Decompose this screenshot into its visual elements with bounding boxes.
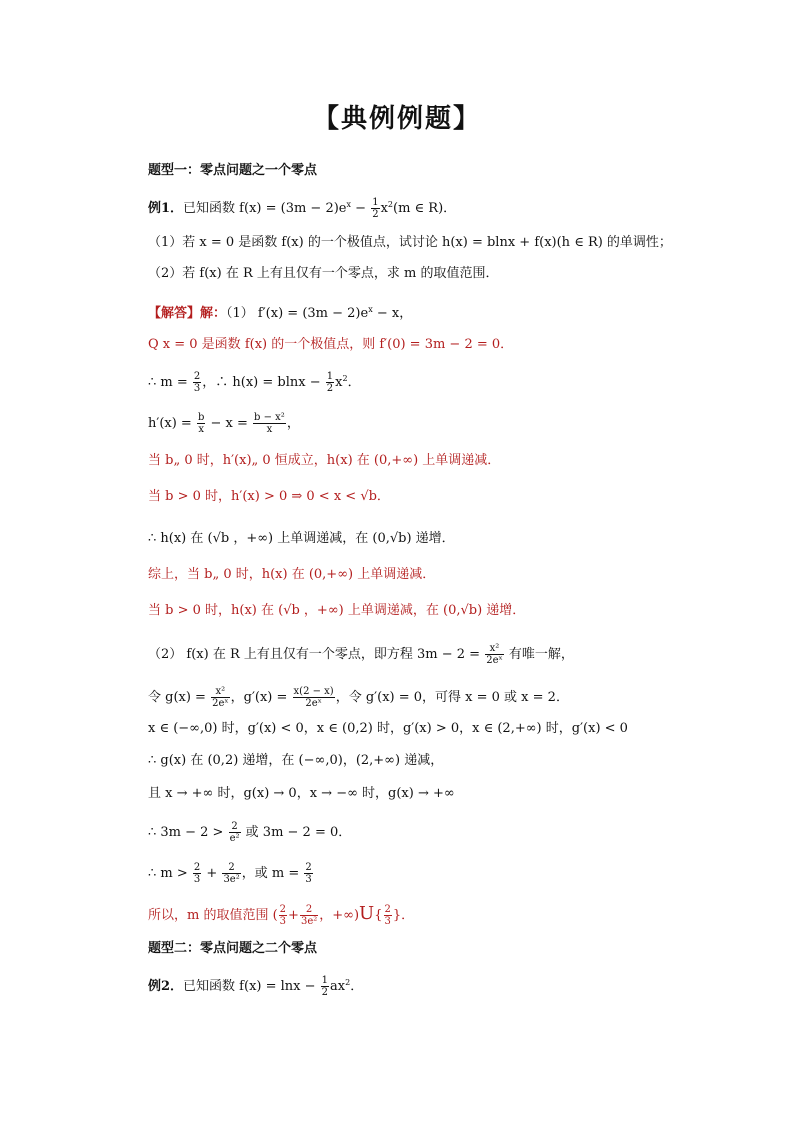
solution-line-16: ∴ m > $\frac{2}{3}$ + $\frac{2}{\text{3e²}}$ ，或 m = $\frac{2}{3}$ bbox=[148, 862, 312, 885]
solution-line-10: （2） f(x) 在 R 上有且仅有一个零点，即方程 3m − 2 = $\frac{\text{x²}}{\text{2eˣ}}$ 有唯一解， bbox=[148, 643, 574, 666]
solution-line-8: 综上，当 b„ 0 时，h(x) 在 (0,+∞) 上单调递减． bbox=[148, 567, 436, 582]
question-1: （1）若 x = 0 是函数 f(x) 的一个极值点，试讨论 h(x) = blnx + f(x)(h ∈ R) 的单调性； bbox=[148, 235, 672, 250]
solution-line-17: 所以，m 的取值范围 ( $\frac{2}{3}$ + $\frac{2}{\text{3e²}}$ ，+∞)U{ $\frac{2}{3}$ }． bbox=[148, 903, 415, 927]
solution-line-14: 且 x → +∞ 时，g(x) → 0，x → −∞ 时，g(x) → +∞ bbox=[148, 786, 455, 801]
example-1-label: 例1． bbox=[148, 201, 184, 216]
example-2-stem: 例2．已知函数 f(x) = lnx − $\frac{1}{2}$ $ax^2$． bbox=[148, 975, 364, 998]
solution-line-2: Q x = 0 是函数 f(x) 的一个极值点，则 f′(0) = 3m − 2 = 0． bbox=[148, 337, 514, 352]
page-title: 【典例例题】 bbox=[312, 104, 481, 134]
fraction: $\frac{1}{2}$ bbox=[372, 197, 379, 220]
solution-line-1: 【解答】解：（1） $f'(x) = (3m - 2)e^x - x$， bbox=[148, 305, 413, 321]
solution-line-13: ∴ g(x) 在 (0,2) 递增，在 (−∞,0)，(2,+∞) 递减， bbox=[148, 753, 444, 768]
solution-line-6: 当 b > 0 时，h′(x) > 0 ⇒ 0 < x < √b． bbox=[148, 489, 390, 504]
example-2-label: 例2． bbox=[148, 979, 184, 994]
solution-line-12: x ∈ (−∞,0) 时，g′(x) < 0，x ∈ (0,2) 时，g′(x) > 0，x ∈ (2,+∞) 时，g′(x) < 0 bbox=[148, 721, 628, 736]
solution-line-11: 令 g(x) = $\frac{\text{x²}}{\text{2eˣ}}$ ，g′(x) = $\frac{x(2 - x)}{\text{2eˣ}}$ ，令 g′(x) = 0，可得 x = 0 或 x = 2． bbox=[148, 686, 569, 709]
solution-line-5: 当 b„ 0 时，h′(x)„ 0 恒成立，h(x) 在 (0,+∞) 上单调递减． bbox=[148, 453, 501, 468]
question-2: （2）若 f(x) 在 R 上有且仅有一个零点，求 m 的取值范围． bbox=[148, 266, 499, 281]
solution-line-4: h′(x) = $\frac{b}{x}$ − x = $\frac{\text{b − x²}}{x}$ ， bbox=[148, 412, 300, 435]
section-heading-2: 题型二：零点问题之二个零点 bbox=[148, 941, 318, 956]
solution-line-9: 当 b > 0 时，h(x) 在 (√b ，+∞) 上单调递减，在 (0,√b) 递增． bbox=[148, 603, 526, 618]
section-heading-1: 题型一：零点问题之一个零点 bbox=[148, 163, 318, 178]
example-1-stem: 例1．已知函数 $f(x) = (3m - 2)e^x$ − $\frac{1}{2}$ $x^2(m$ ∈ R)． bbox=[148, 197, 457, 220]
solution-line-15: ∴ 3m − 2 > $\frac{2}{\text{e²}}$ 或 3m − 2 = 0． bbox=[148, 821, 352, 844]
solution-line-3: ∴ m = $\frac{2}{3}$ ，∴ h(x) = blnx − $\frac{1}{2}$ $x^2$． bbox=[148, 371, 361, 394]
solution-line-7: ∴ h(x) 在 (√b ，+∞) 上单调递减，在 (0,√b) 递增． bbox=[148, 531, 455, 546]
solution-tag: 【解答】解： bbox=[148, 306, 227, 321]
